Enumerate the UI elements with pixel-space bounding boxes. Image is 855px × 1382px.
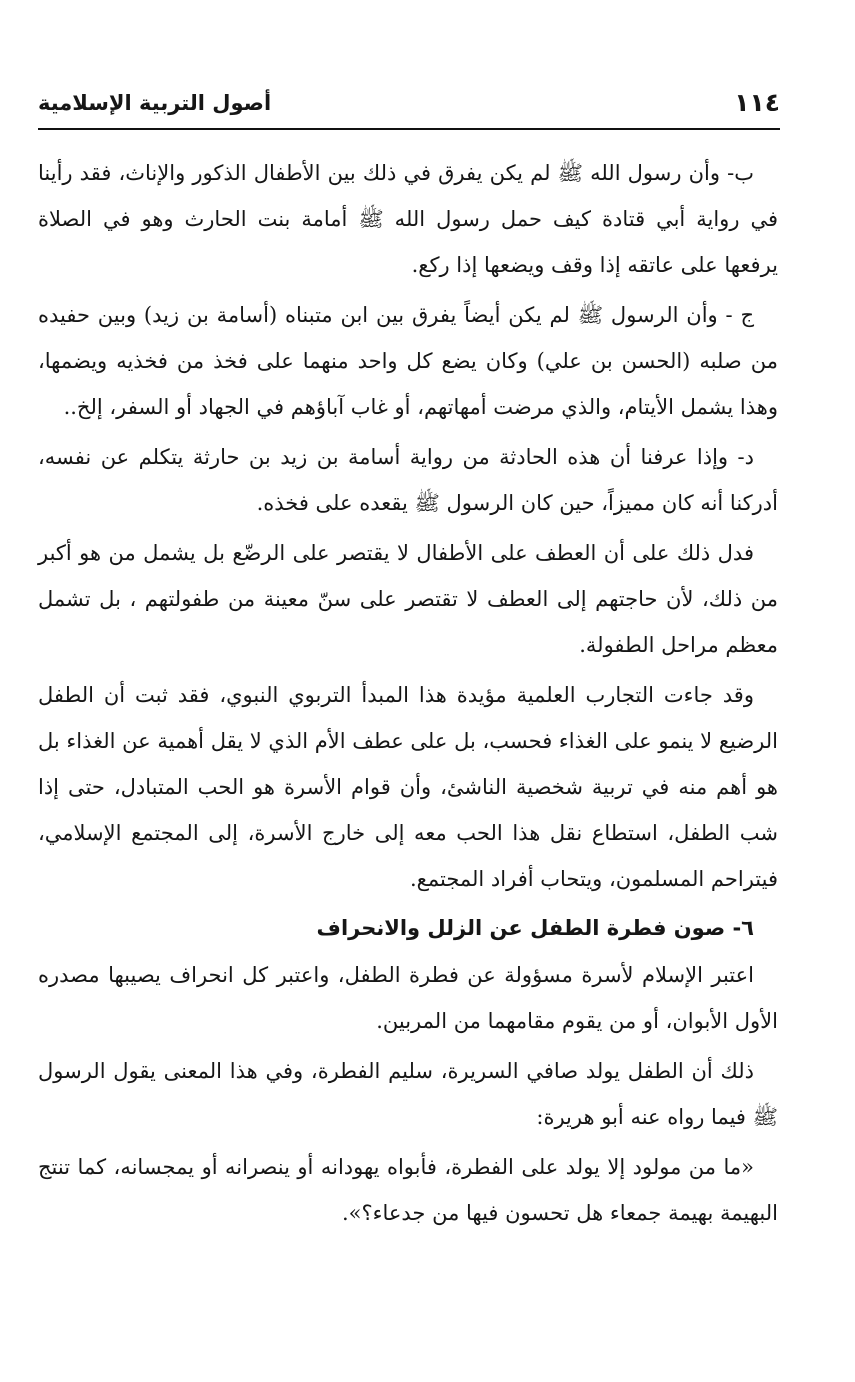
paragraph-b: ب- وأن رسول الله ﷺ لم يكن يفرق في ذلك بين الأطفال الذكور والإناث، فقد رأينا في رواية أبي قتادة كيف حمل رسول الله ﷺ أمامة بنت الحارث وهو في الصلاة يرفعها على عاتقه إذا وقف ويضعها إذا ركع.: [38, 161, 778, 277]
page-body: [38, 150, 778, 1240]
paragraph-innate-nature: ذلك أن الطفل يولد صافي السريرة، سليم الفطرة، وفي هذا المعنى يقول الرسول ﷺ فيما رواه عنه أبو هريرة:: [38, 1059, 778, 1129]
page-number: ١١٤: [734, 88, 780, 117]
page-header: [38, 86, 780, 126]
section-heading: ٦- صون فطرة الطفل عن الزلل والانحراف: [316, 916, 754, 940]
paragraph-j: ج - وأن الرسول ﷺ لم يكن أيضاً يفرق بين ابن متبناه (أسامة بن زيد) وبين حفيده من صلبه (الحسن بن علي) وكان يضع كل واحد منهما على فخذ من فخذيه ويضمها، وهذا يشمل الأيتام، والذي مرضت أمهاتهم، أو غاب آباؤهم في الجهاد أو السفر، إلخ..: [38, 303, 778, 419]
running-title: أصول التربية الإسلامية: [38, 91, 272, 115]
header-divider: [38, 128, 780, 130]
paragraph-family-responsibility: اعتبر الإسلام لأسرة مسؤولة عن فطرة الطفل، واعتبر كل انحراف يصيبها مصدره الأول الأبوان، أو من يقوم مقامهما من المربين.: [38, 963, 778, 1033]
paragraph-conclusion: فدل ذلك على أن العطف على الأطفال لا يقتصر على الرضّع بل يشمل من هو أكبر من ذلك، لأن حاجتهم إلى العطف لا تقتصر على سنّ معينة من طفولتهم ، بل تشمل معظم مراحل الطفولة.: [38, 541, 778, 657]
paragraph-scientific-evidence: وقد جاءت التجارب العلمية مؤيدة هذا المبدأ التربوي النبوي، فقد ثبت أن الطفل الرضيع لا ينمو على الغذاء فحسب، بل على عطف الأم الذي لا يقل أهمية عن الغذاء بل هو أهم منه في تربية شخصية الناشئ، وأن قوام الأسرة هو الحب المتبادل، حتى إذا شب الطفل، استطاع نقل هذا الحب معه إلى خارج الأسرة، إلى المجتمع الإسلامي، فيتراحم المسلمون، ويتحاب أفراد المجتمع.: [37, 683, 778, 891]
paragraph-d: د- وإذا عرفنا أن هذه الحادثة من رواية أسامة بن زيد بن حارثة يتكلم عن نفسه، أدركنا أنه كان مميزاً، حين كان الرسول ﷺ يقعده على فخذه.: [38, 445, 778, 515]
paragraph-hadith-quote: «ما من مولود إلا يولد على الفطرة، فأبواه يهودانه أو ينصرانه أو يمجسانه، كما تنتج البهيمة بهيمة جمعاء هل تحسون فيها من جدعاء؟».: [38, 1155, 778, 1225]
